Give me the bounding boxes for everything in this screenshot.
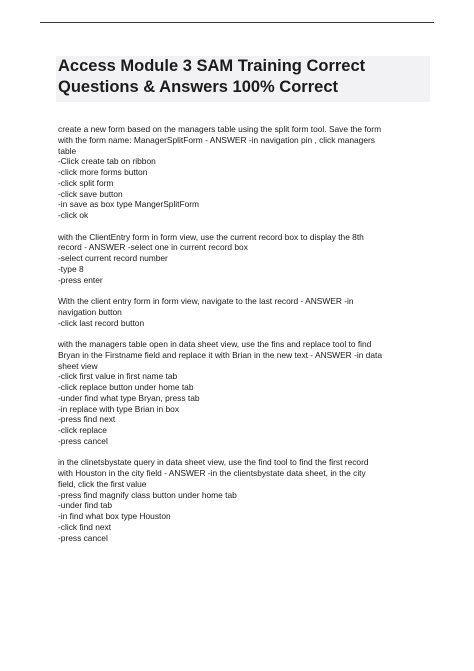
qa-line: -click last record button — [58, 317, 145, 328]
header-rule — [40, 22, 434, 23]
document-title — [58, 56, 430, 98]
qa-line: -click more forms button — [58, 167, 148, 177]
qa-line: with the ClientEntry form in form view, use the current record box to display the 8th — [58, 231, 364, 242]
qa-line: sheet view — [58, 360, 98, 371]
qa-line: -click first value in first name tab — [58, 371, 178, 382]
qa-line: with the managers table open in data sheet view, use the fins and replace tool to find — [58, 339, 372, 349]
qa-line: -in save as box type MangerSplitForm — [58, 199, 200, 210]
qa-line: -click save button — [58, 188, 123, 199]
qa-line: navigation button — [58, 306, 122, 317]
qa-line: -press find magnify class button under home tab — [58, 489, 237, 500]
qa-line: with Houston in the city field - ANSWER -in the clientsbystate data sheet, in the city — [58, 468, 366, 478]
qa-line: With the client entry form in form view, navigate to the last record - ANSWER -in — [58, 296, 354, 306]
qa-line: create a new form based on the managers table using the split form tool. Save the form — [58, 124, 382, 134]
qa-line: -type 8 — [58, 263, 84, 274]
qa-line: with the form name: ManagerSplitForm - ANSWER -in navigation pin , click managers — [58, 134, 375, 145]
qa-line: -select current record number — [58, 253, 168, 263]
qa-line: record - ANSWER -select one in current record box — [58, 242, 248, 253]
qa-line: -in replace with type Brian in box — [58, 403, 180, 414]
qa-line: -press cancel — [58, 532, 108, 543]
qa-line: -press find next — [58, 414, 116, 425]
qa-block — [58, 339, 438, 447]
qa-line: -click ok — [58, 210, 89, 220]
qa-block — [58, 457, 438, 543]
qa-line: table — [58, 145, 77, 156]
qa-content — [58, 124, 438, 554]
qa-line: -click replace button under home tab — [58, 382, 194, 392]
qa-line: -click find next — [58, 521, 112, 532]
qa-line: -in find what box type Houston — [58, 511, 171, 521]
qa-block — [58, 296, 438, 328]
qa-block — [58, 232, 438, 286]
qa-block — [58, 124, 438, 221]
qa-line: -press enter — [58, 274, 103, 285]
qa-line: -Click create tab on ribbon — [58, 156, 156, 167]
title-line: Questions & Answers 100% Correct — [58, 78, 338, 96]
qa-line: Bryan in the Firstname field and replace it with Brian in the new text - ANSWER -in data — [58, 349, 382, 360]
qa-line: -click split form — [58, 177, 114, 188]
qa-line: -under find tab — [58, 500, 113, 511]
qa-line: -under find what type Bryan, press tab — [58, 392, 200, 403]
qa-line: -click replace — [58, 425, 107, 435]
qa-line: field, click the first value — [58, 478, 147, 489]
qa-line: -press cancel — [58, 435, 108, 446]
title-line: Access Module 3 SAM Training Correct — [58, 57, 366, 75]
qa-line: in the clinetsbystate query in data sheet view, use the find tool to find the first record — [58, 457, 369, 468]
